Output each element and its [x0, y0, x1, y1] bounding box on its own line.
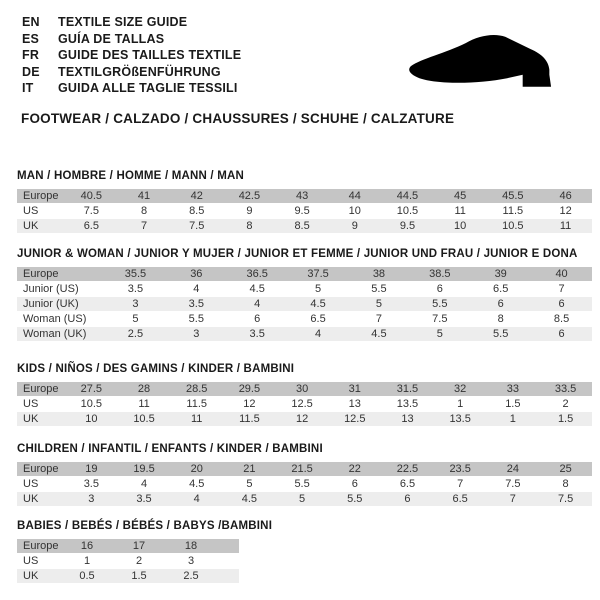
size-cell: 17: [113, 539, 165, 554]
row-label: Junior (UK): [17, 296, 105, 311]
category-title: FOOTWEAR / CALZADO / CHAUSSURES / SCHUHE / CALZATURE: [21, 110, 455, 126]
size-cell: 4: [170, 491, 223, 506]
size-cell: 42.5: [223, 189, 276, 204]
size-cell: 8.5: [170, 203, 223, 218]
table-row: [17, 311, 592, 326]
size-cell: 6.5: [470, 281, 531, 296]
size-cell: 0.5: [61, 568, 113, 583]
size-cell: 9.5: [276, 203, 329, 218]
row-label: Europe: [17, 382, 65, 397]
size-cell: 2.5: [165, 568, 217, 583]
language-label: GUIDE DES TAILLES TEXTILE: [58, 48, 242, 62]
size-cell: 4.5: [223, 491, 276, 506]
size-cell: 5.5: [276, 476, 329, 491]
size-cell: 29.5: [223, 382, 276, 397]
size-cell: 45: [434, 189, 487, 204]
size-cell: 9: [328, 218, 381, 233]
size-cell: 7.5: [409, 311, 470, 326]
row-label: UK: [17, 218, 65, 233]
size-cell: 9.5: [381, 218, 434, 233]
size-cell: 31: [328, 382, 381, 397]
size-cell: 3.5: [166, 296, 227, 311]
size-cell: 5.5: [470, 326, 531, 341]
size-cell: 19.5: [118, 462, 171, 477]
size-cell: 16: [61, 539, 113, 554]
size-cell: 13.5: [434, 411, 487, 426]
table-row: [17, 218, 592, 233]
table-row: [17, 296, 592, 311]
size-cell: 1: [61, 553, 113, 568]
table-row: [17, 411, 592, 426]
row-label: US: [17, 476, 65, 491]
size-cell: 11: [118, 396, 171, 411]
size-cell: 45.5: [487, 189, 540, 204]
size-cell: 22.5: [381, 462, 434, 477]
table-row: [17, 382, 592, 397]
row-label: US: [17, 396, 65, 411]
size-cell: 8: [118, 203, 171, 218]
size-cell: 1.5: [487, 396, 540, 411]
language-label: TEXTILE SIZE GUIDE: [58, 15, 188, 29]
size-cell: 28.5: [170, 382, 223, 397]
table-title: MAN / HOMBRE / HOMME / MANN / MAN: [17, 169, 245, 182]
language-label: TEXTILGRÖßENFÜHRUNG: [58, 64, 221, 79]
row-label: US: [17, 203, 65, 218]
row-label: Woman (US): [17, 311, 105, 326]
size-cell: 44.5: [381, 189, 434, 204]
spacer-cell: [217, 568, 239, 583]
size-cell: 12: [539, 203, 592, 218]
size-table: [17, 462, 592, 507]
size-cell: 6.5: [381, 476, 434, 491]
row-label: UK: [17, 491, 65, 506]
size-cell: 37.5: [288, 267, 349, 282]
size-cell: 7.5: [65, 203, 118, 218]
size-cell: 7.5: [170, 218, 223, 233]
size-cell: 10.5: [65, 396, 118, 411]
size-cell: 5.5: [349, 281, 410, 296]
size-cell: 5.5: [328, 491, 381, 506]
language-code: EN: [22, 15, 40, 29]
size-cell: 2.5: [105, 326, 166, 341]
table-title: BABIES / BEBÉS / BÉBÉS / BABYS /BAMBINI: [17, 519, 273, 532]
table-row: [17, 476, 592, 491]
size-cell: 10: [65, 411, 118, 426]
size-cell: 2: [113, 553, 165, 568]
size-cell: 8: [470, 311, 531, 326]
size-cell: 1.5: [113, 568, 165, 583]
size-cell: 3: [165, 553, 217, 568]
size-cell: 39: [470, 267, 531, 282]
size-cell: 8: [539, 476, 592, 491]
size-tables: [17, 170, 592, 584]
size-cell: 4.5: [170, 476, 223, 491]
size-cell: 5: [409, 326, 470, 341]
table-row: [17, 553, 239, 568]
size-cell: 5: [276, 491, 329, 506]
shoe-icon: [404, 30, 576, 92]
row-label: Junior (US): [17, 281, 105, 296]
size-cell: 44: [328, 189, 381, 204]
size-cell: 10.5: [118, 411, 171, 426]
size-cell: 5: [288, 281, 349, 296]
size-cell: 12.5: [276, 396, 329, 411]
language-label: GUIDA ALLE TAGLIE TESSILI: [58, 81, 238, 95]
size-cell: 35.5: [105, 267, 166, 282]
row-label: Europe: [17, 189, 65, 204]
size-cell: 27.5: [65, 382, 118, 397]
size-cell: 4: [288, 326, 349, 341]
size-cell: 8: [223, 218, 276, 233]
table-row: [17, 281, 592, 296]
size-cell: 10: [328, 203, 381, 218]
size-cell: 3.5: [118, 491, 171, 506]
size-cell: 6: [227, 311, 288, 326]
size-table-section: [17, 170, 592, 234]
size-cell: 6: [409, 281, 470, 296]
size-cell: 38.5: [409, 267, 470, 282]
size-cell: 30: [276, 382, 329, 397]
size-cell: 40.5: [65, 189, 118, 204]
size-cell: 41: [118, 189, 171, 204]
table-row: [17, 491, 592, 506]
spacer-cell: [217, 553, 239, 568]
size-cell: 11.5: [487, 203, 540, 218]
size-cell: 7: [434, 476, 487, 491]
language-code: FR: [22, 48, 40, 62]
size-cell: 7: [349, 311, 410, 326]
size-cell: 5.5: [409, 296, 470, 311]
size-cell: 3: [105, 296, 166, 311]
size-cell: 5: [105, 311, 166, 326]
table-title: JUNIOR & WOMAN / JUNIOR Y MUJER / JUNIOR ET FEMME / JUNIOR UND FRAU / JUNIOR E DONA: [17, 247, 578, 260]
size-cell: 8.5: [531, 311, 592, 326]
size-cell: 32: [434, 382, 487, 397]
size-cell: 13: [328, 396, 381, 411]
size-cell: 36: [166, 267, 227, 282]
size-cell: 11.5: [170, 396, 223, 411]
row-label: Europe: [17, 539, 61, 554]
size-cell: 21.5: [276, 462, 329, 477]
size-cell: 6.5: [288, 311, 349, 326]
language-label: GUÍA DE TALLAS: [58, 31, 165, 46]
size-cell: 33: [487, 382, 540, 397]
table-row: [17, 568, 239, 583]
size-cell: 10: [434, 218, 487, 233]
size-cell: 4: [227, 296, 288, 311]
size-cell: 28: [118, 382, 171, 397]
row-label: Europe: [17, 267, 105, 282]
size-cell: 6: [470, 296, 531, 311]
size-cell: 4.5: [227, 281, 288, 296]
size-cell: 42: [170, 189, 223, 204]
size-cell: 10.5: [381, 203, 434, 218]
size-table: [17, 539, 239, 584]
language-code: ES: [22, 31, 40, 46]
size-cell: 24: [487, 462, 540, 477]
table-row: [17, 396, 592, 411]
size-table: [17, 267, 592, 342]
size-cell: 23.5: [434, 462, 487, 477]
size-cell: 25: [539, 462, 592, 477]
size-cell: 12.5: [328, 411, 381, 426]
row-label: Woman (UK): [17, 326, 105, 341]
size-cell: 19: [65, 462, 118, 477]
size-cell: 12: [276, 411, 329, 426]
row-label: US: [17, 553, 61, 568]
size-table-section: [17, 443, 592, 507]
size-cell: 40: [531, 267, 592, 282]
size-cell: 11: [170, 411, 223, 426]
size-cell: 5: [223, 476, 276, 491]
size-cell: 6: [328, 476, 381, 491]
size-cell: 13: [381, 411, 434, 426]
size-cell: 4: [166, 281, 227, 296]
size-cell: 43: [276, 189, 329, 204]
size-cell: 36.5: [227, 267, 288, 282]
size-cell: 7.5: [487, 476, 540, 491]
table-title: CHILDREN / INFANTIL / ENFANTS / KINDER / BAMBINI: [17, 442, 323, 455]
size-cell: 5.5: [166, 311, 227, 326]
size-cell: 38: [349, 267, 410, 282]
size-cell: 1: [434, 396, 487, 411]
table-row: [17, 267, 592, 282]
size-cell: 5: [349, 296, 410, 311]
size-cell: 4.5: [288, 296, 349, 311]
row-label: UK: [17, 568, 61, 583]
size-cell: 12: [223, 396, 276, 411]
size-cell: 13.5: [381, 396, 434, 411]
size-cell: 3.5: [65, 476, 118, 491]
size-cell: 11: [539, 218, 592, 233]
language-row: [22, 14, 592, 31]
size-table: [17, 189, 592, 234]
size-cell: 6: [531, 326, 592, 341]
size-table-section: [17, 248, 592, 342]
size-cell: 46: [539, 189, 592, 204]
size-cell: 31.5: [381, 382, 434, 397]
size-cell: 11: [434, 203, 487, 218]
table-row: [17, 326, 592, 341]
size-table-section: [17, 363, 592, 427]
size-cell: 3.5: [227, 326, 288, 341]
size-cell: 4.5: [349, 326, 410, 341]
size-cell: 7: [118, 218, 171, 233]
table-row: [17, 203, 592, 218]
size-cell: 7: [531, 281, 592, 296]
size-cell: 8.5: [276, 218, 329, 233]
size-cell: 9: [223, 203, 276, 218]
size-cell: 3.5: [105, 281, 166, 296]
size-cell: 6.5: [65, 218, 118, 233]
size-cell: 7: [487, 491, 540, 506]
size-cell: 22: [328, 462, 381, 477]
size-cell: 4: [118, 476, 171, 491]
size-cell: 10.5: [487, 218, 540, 233]
row-label: Europe: [17, 462, 65, 477]
size-cell: 1.5: [539, 411, 592, 426]
language-code: DE: [22, 64, 40, 79]
table-title: KIDS / NIÑOS / DES GAMINS / KINDER / BAMBINI: [17, 362, 295, 375]
size-cell: 2: [539, 396, 592, 411]
size-cell: 20: [170, 462, 223, 477]
table-row: [17, 189, 592, 204]
size-table: [17, 382, 592, 427]
size-table-section: [17, 520, 592, 584]
size-cell: 11.5: [223, 411, 276, 426]
size-cell: 6.5: [434, 491, 487, 506]
size-cell: 1: [487, 411, 540, 426]
table-row: [17, 539, 239, 554]
spacer-cell: [217, 539, 239, 554]
size-cell: 33.5: [539, 382, 592, 397]
row-label: UK: [17, 411, 65, 426]
language-code: IT: [22, 81, 34, 95]
size-cell: 3: [166, 326, 227, 341]
size-cell: 3: [65, 491, 118, 506]
size-cell: 18: [165, 539, 217, 554]
size-cell: 21: [223, 462, 276, 477]
size-cell: 6: [531, 296, 592, 311]
size-cell: 6: [381, 491, 434, 506]
size-cell: 7.5: [539, 491, 592, 506]
table-row: [17, 462, 592, 477]
